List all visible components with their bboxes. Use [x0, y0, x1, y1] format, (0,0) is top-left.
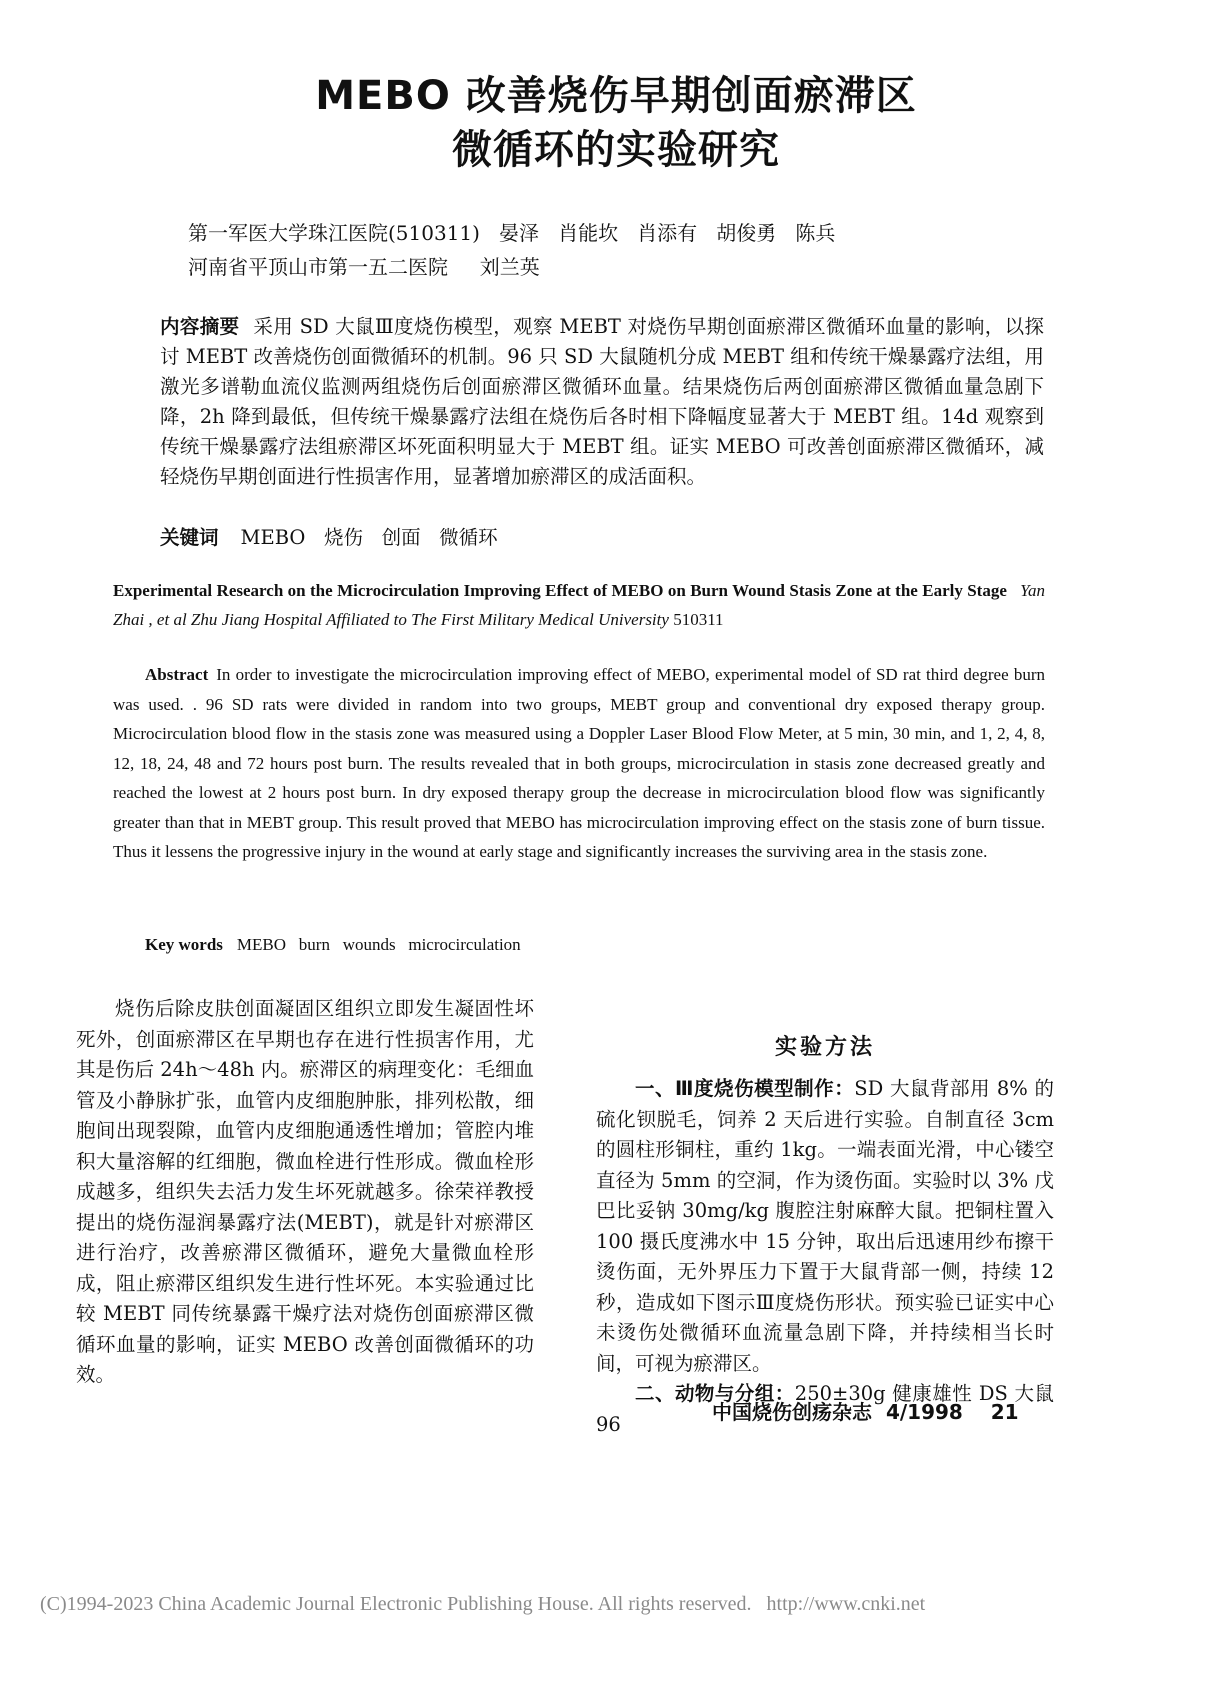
method-heading-1: 一、Ⅲ度烧伤模型制作：: [635, 1077, 855, 1100]
paper-title-line2: 微循环的实验研究: [452, 127, 780, 173]
left-column: [76, 994, 534, 1391]
english-title-block: [113, 576, 1045, 634]
author-affiliation-line1: 第一军医大学珠江医院(510311) 晏泽 肖能坎 肖添有 胡俊勇 陈兵: [188, 221, 836, 245]
method-heading-2: 二、动物与分组：: [635, 1382, 795, 1405]
copyright-line: [40, 1593, 925, 1616]
english-postcode: 510311: [673, 610, 724, 629]
cnki-url: http://www.cnki.net: [766, 1593, 926, 1615]
paper-title-line1: MEBO 改善烧伤早期创面瘀滞区: [315, 73, 917, 119]
chinese-abstract-text: 采用 SD 大鼠Ⅲ度烧伤模型，观察 MEBT 对烧伤早期创面瘀滞区微循环血量的影响，以探讨 MEBT 改善烧伤创面微循环的机制。96 只 SD 大鼠随机分成 MEBT 组和传统干燥暴露疗法组，用激光多谱勒血流仪监测两组烧伤后创面瘀滞区微循环血量。结果烧伤后两创面瘀滞区微循血量急剧下降，2h 降到最低，但传统干燥暴露疗法组在烧伤后各时相下降幅度显著大于 MEBT 组。14d 观察到传统干燥暴露疗法组瘀滞区坏死面积明显大于 MEBT 组。证实 MEBO 可改善创面瘀滞区微循环，减轻烧伤早期创面进行性损害作用，显著增加瘀滞区的成活面积。: [160, 315, 1044, 488]
copyright-text: (C)1994-2023 China Academic Journal Electronic Publishing House. All rights reserved.: [40, 1593, 752, 1615]
english-abstract-label: Abstract: [145, 665, 209, 684]
chinese-abstract: [160, 312, 1044, 492]
method-paragraph-1: [596, 1074, 1054, 1379]
journal-name: 中国烧伤创疡杂志: [712, 1400, 872, 1424]
method-text-2: 250±30g 健康雄性 DS 大鼠 96: [596, 1382, 1054, 1436]
right-column: [596, 1074, 1054, 1440]
chinese-abstract-label: 内容摘要: [160, 315, 240, 338]
author-affiliation-line2: 河南省平顶山市第一五二医院 刘兰英: [188, 255, 540, 279]
chinese-keywords-text: MEBO 烧伤 创面 微循环: [240, 526, 498, 549]
introduction-paragraph: 烧伤后除皮肤创面凝固区组织立即发生凝固性坏死外，创面瘀滞区在早期也存在进行性损害作用，尤其是伤后 24h～48h 内。瘀滞区的病理变化：毛细血管及小静脉扩张，血管内皮细胞肿胀，排列松散，细胞间出现裂隙，血管内皮细胞通透性增加；管腔内堆积大量溶解的红细胞，微血栓进行性形成。微血栓形成越多，组织失去活力发生坏死就越多。徐荣祥教授提出的烧伤湿润暴露疗法(MEBT)，就是针对瘀滞区进行治疗，改善瘀滞区微循环，避免大量微血栓形成，阻止瘀滞区组织发生进行性坏死。本实验通过比较 MEBT 同传统暴露干燥疗法对烧伤创面瘀滞区微循环血量的影响，证实 MEBO 改善创面微循环的功效。: [76, 997, 534, 1386]
section-heading-methods: 实验方法: [774, 1035, 875, 1060]
english-abstract-text: In order to investigate the microcirculation improving effect of MEBO, experimental model of SD rat third degree burn was used. . 96 SD rats were divided in random into two groups, MEBT group and conventional dry exposed therapy group. Microcirculation blood flow in the stasis zone was measured using a Doppler Laser Blood Flow Meter, at 5 min, 30 min, and 1, 2, 4, 8, 12, 18, 24, 48 and 72 hours post burn. The results revealed that in both groups, microcirculation in stasis zone decreased greatly and reached the lowest at 2 hours post burn. In dry exposed therapy group the decrease in microcirculation blood flow was significantly greater than that in MEBT group. This result proved that MEBO has microcirculation improving effect on the stasis zone of burn tissue. Thus it lessens the progressive injury in the wound at early stage and significantly increases the surviving area in the stasis zone.: [113, 665, 1045, 861]
method-text-1: SD 大鼠背部用 8% 的硫化钡脱毛，饲养 2 天后进行实验。自制直径 3cm 的圆柱形铜柱，重约 1kg。一端表面光滑，中心镂空直径为 5mm 的空洞，作为烫伤面。实验时以 3% 戊巴比妥钠 30mg/kg 腹腔注射麻醉大鼠。把铜柱置入 100 摄氏度沸水中 15 分钟，取出后迅速用纱布擦干烫伤面，无外界压力下置于大鼠背部一侧，持续 12 秒，造成如下图示Ⅲ度烧伤形状。预实验已证实中心未烫伤处微循环血流量急剧下降，并持续相当长时间，可视为瘀滞区。: [596, 1077, 1054, 1375]
journal-footer: [712, 1396, 1019, 1425]
english-keywords-text: MEBO burn wounds microcirculation: [236, 935, 521, 954]
english-title: Experimental Research on the Microcirculation Improving Effect of MEBO on Burn Wound Stasis Zone at the Early Stage: [113, 581, 1007, 600]
english-keywords-label: Key words: [145, 935, 223, 954]
chinese-keywords: [160, 522, 498, 550]
journal-issue: 4/1998: [885, 1400, 963, 1424]
chinese-keywords-label: 关键词: [160, 526, 219, 549]
english-abstract: [113, 660, 1045, 867]
page-number: 21: [990, 1400, 1019, 1424]
english-keywords: [145, 935, 521, 955]
english-author-affiliation: Yan Zhai , et al Zhu Jiang Hospital Affiliated to The First Military Medical University: [113, 581, 1046, 629]
